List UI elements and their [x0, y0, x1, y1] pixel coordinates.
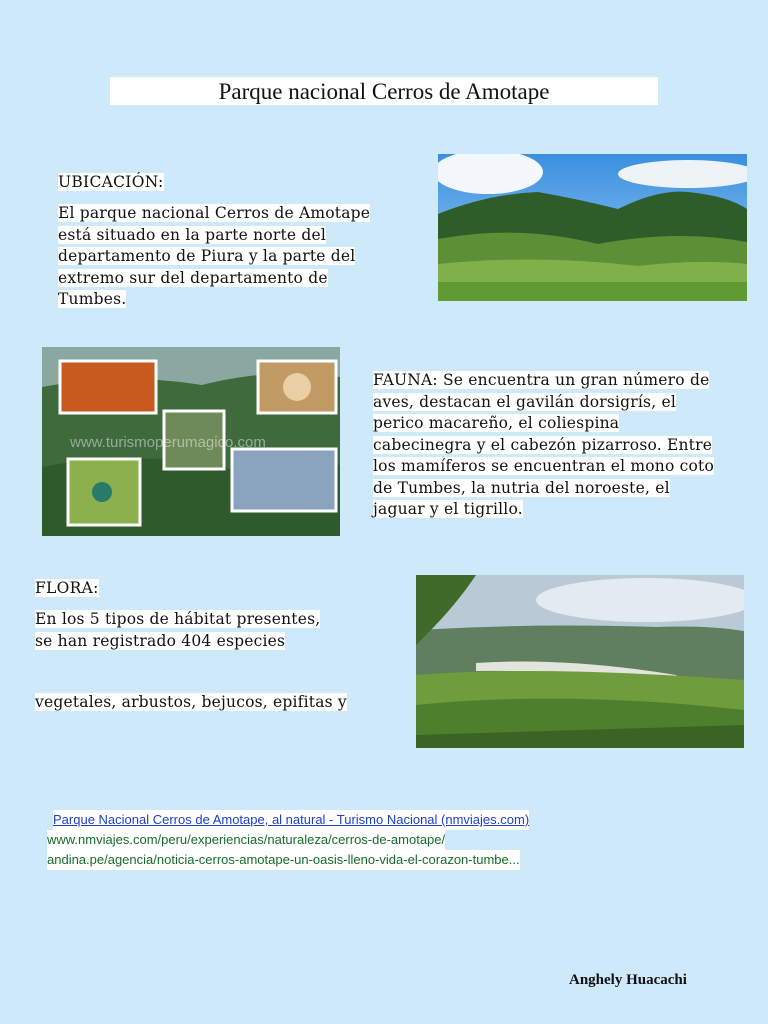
sources: [47, 810, 529, 870]
source-url-1: www.nmviajes.com/peru/experiencias/naturaleza/cerros-de-amotape/: [47, 830, 445, 850]
fauna-collage-photo: [42, 347, 340, 536]
flora-text: En los 5 tipos de hábitat presentes, se han registrado 404 especies: [35, 610, 321, 650]
page-title: Parque nacional Cerros de Amotape: [110, 77, 658, 105]
ubicacion-text: El parque nacional Cerros de Amotape está situado en la parte norte del departamento de Piura y la parte del extremo sur del departamento de Tumbes.: [58, 204, 371, 308]
source-url-2: andina.pe/agencia/noticia-cerros-amotape-un-oasis-lleno-vida-el-corazon-tumbe...: [47, 850, 520, 870]
ubicacion-heading: UBICACIÓN:: [58, 173, 164, 191]
flora-heading: FLORA:: [35, 579, 99, 597]
author-name: Anghely Huacachi: [569, 972, 687, 988]
collage-watermark: www.turismoperumagico.com: [70, 434, 266, 451]
forest-river-photo: [416, 575, 744, 748]
mountain-landscape-photo: [438, 154, 747, 301]
flora-text-continued: vegetales, arbustos, bejucos, epifitas y: [35, 693, 347, 711]
source-link-title[interactable]: Parque Nacional Cerros de Amotape, al natural - Turismo Nacional (nmviajes.com): [53, 810, 529, 830]
fauna-text: FAUNA: Se encuentra un gran número de aves, destacan el gavilán dorsigrís, el perico macareño, el coliespina cabecinegra y el cabezón pizarroso. Entre los mamíferos se encuentran el mono coto de Tumbes, la nutria del noroeste, el jaguar y el tigrillo.: [373, 371, 715, 518]
